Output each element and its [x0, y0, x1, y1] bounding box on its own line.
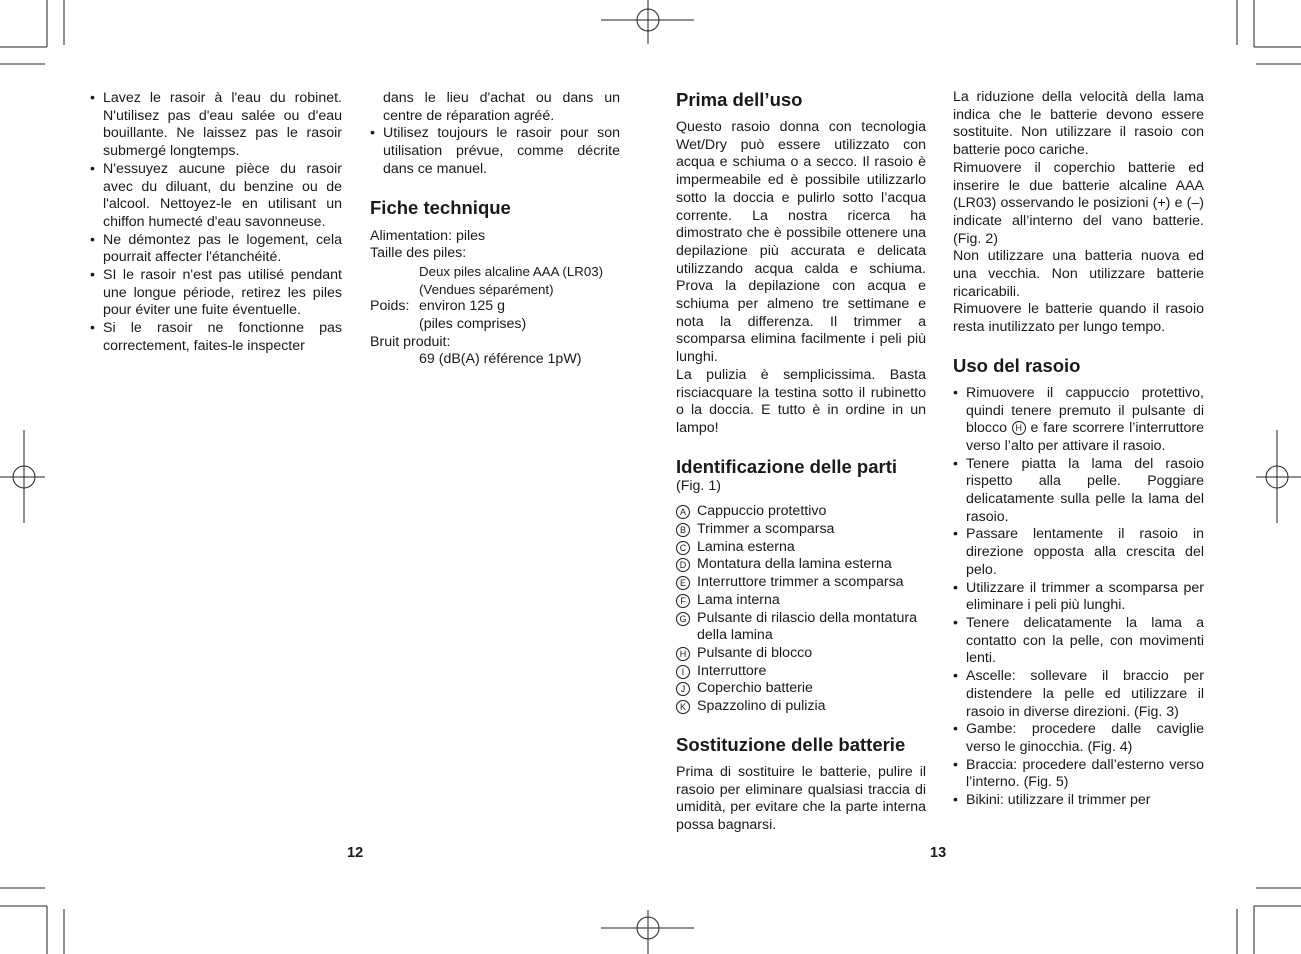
- page-number-left: 12: [347, 845, 364, 861]
- paragraph: Rimuovere le batterie quando il rasoio resta inutilizzato per lungo tempo.: [953, 301, 1204, 336]
- part-marker: [676, 556, 697, 574]
- list-item: • Utilisez toujours le rasoir pour son utilisation prévue, comme décrite dans ce manuel.: [370, 125, 620, 178]
- part-marker-letter: E: [676, 576, 690, 590]
- spec-taille-value: Deux piles alcaline AAA (LR03): [419, 263, 604, 279]
- section-heading-sostituzione: Sostituzione delle batterie: [676, 733, 906, 755]
- part-label: Spazzolino di pulizia: [697, 698, 826, 715]
- list-item: • Utilizzare il trimmer a scomparsa per eliminare i peli più lunghi.: [953, 580, 1204, 615]
- part-label: Cappuccio protettivo: [697, 503, 827, 520]
- list-item: • SI le rasoir n'est pas utilisé pendant une longue période, retirez les piles pour éviter une fuite éventuelle.: [90, 267, 342, 320]
- spec-poids-value: environ 125 g: [419, 298, 505, 315]
- part-marker: [676, 645, 697, 663]
- spec-bruit-value: 69 (dB(A) référence 1pW): [419, 351, 582, 368]
- part-marker-letter: H: [676, 647, 690, 661]
- part-item: [676, 503, 926, 521]
- part-label: Interruttore: [697, 662, 767, 679]
- part-item: [676, 610, 926, 645]
- part-item: [676, 680, 926, 698]
- part-marker: [676, 592, 697, 610]
- part-marker: [676, 574, 697, 592]
- section-heading-prima-uso: Prima dell’uso: [676, 89, 803, 110]
- part-marker-letter: D: [676, 558, 690, 572]
- paragraph: Non utilizzare una batteria nuova ed una vecchia. Non utilizzare batterie ricaricabili.: [953, 248, 1204, 300]
- part-marker: [676, 698, 697, 716]
- spec-poids-label: Poids:: [370, 298, 410, 315]
- part-item: [676, 521, 926, 539]
- paragraph: Questo rasoio donna con tecnologia Wet/Dry può essere utilizzato con acqua e schiuma o a secco. Il rasoio è impermeabile ed è possibile utilizzarlo sotto la doccia e pulirlo sotto l’acqua corrente. La nostra ricerca ha dimostrato che è possibile ottenere una depilazione più accurata e delicata utilizzando acqua calda e schiuma. Prova la depilazione con acqua e schiuma per almeno tre settimane e nota la differenza. Il trimmer a scomparsa elimina facilmente i peli più lunghi.: [676, 119, 926, 366]
- part-marker-letter: G: [676, 612, 690, 626]
- spec-poids-note: (piles comprises): [419, 316, 527, 333]
- left-page-column-2: [370, 90, 620, 369]
- part-item: [676, 539, 926, 557]
- parts-list: [676, 503, 926, 715]
- page-number-right: 13: [930, 845, 947, 861]
- part-marker: [676, 680, 697, 698]
- usage-list: [370, 125, 620, 178]
- paragraph: La riduzione della velocità della lama indica che le batterie devono essere sostituite. Non utilizzare il rasoio con batterie poco cariche.: [953, 89, 1204, 159]
- right-page-column-2: [953, 89, 1204, 810]
- part-marker: [676, 521, 697, 539]
- list-item: • Tenere piatta la lama del rasoio rispetto alla pelle. Poggiare delicatamente sulla pelle la lama del rasoio.: [953, 456, 1204, 527]
- part-marker-letter: I: [676, 665, 690, 679]
- list-item: • Bikini: utilizzare il trimmer per: [953, 792, 1204, 810]
- section-heading-uso: Uso del rasoio: [953, 354, 1081, 376]
- care-instructions-list: [90, 90, 342, 356]
- list-item: • Passare lentamente il rasoio in direzione opposta alla crescita del pelo.: [953, 526, 1204, 579]
- part-marker-letter: B: [676, 523, 690, 537]
- paragraph: Prima di sostituire le batterie, pulire il rasoio per eliminare qualsiasi traccia di umidità, per evitare che la parte interna possa bagnarsi.: [676, 763, 926, 833]
- part-label: Pulsante di rilascio della montatura della lamina: [697, 609, 918, 644]
- part-marker: [676, 663, 697, 681]
- spec-alimentation: Alimentation: piles: [370, 227, 486, 244]
- part-marker-letter: K: [676, 700, 690, 714]
- part-marker-letter: A: [676, 505, 690, 519]
- part-label: Lamina esterna: [697, 538, 795, 555]
- part-marker-letter: C: [676, 541, 690, 555]
- spec-taille-label: Taille des piles:: [370, 245, 467, 262]
- part-label: Trimmer a scomparsa: [697, 521, 835, 538]
- spec-taille-note: (Vendues séparément): [419, 281, 554, 297]
- part-marker-letter: F: [676, 594, 690, 608]
- part-item: [676, 556, 926, 574]
- part-item: [676, 663, 926, 681]
- spec-bruit-label: Bruit produit:: [370, 333, 451, 350]
- figure-reference: (Fig. 1): [676, 477, 721, 494]
- part-label: Coperchio batterie: [697, 680, 813, 697]
- continued-text: dans le lieu d'achat ou dans un centre de réparation agréé.: [383, 90, 620, 124]
- list-item: • Tenere delicatamente la lama a contatto con la pelle, con movimenti lenti.: [953, 615, 1204, 668]
- list-item: • Ascelle: sollevare il braccio per distendere la pelle ed utilizzare il rasoio in diverse direzioni. (Fig. 3): [953, 668, 1204, 721]
- part-label: Interruttore trimmer a scomparsa: [697, 574, 904, 591]
- left-page-column-1: [90, 90, 342, 356]
- text-fragment: Rimuovere il cappuccio protettivo, quindi tenere premuto il pulsante di blocco: [966, 384, 1204, 437]
- spec-poids: [370, 298, 620, 316]
- list-item: • Ne démontez pas le logement, cela pourrait affecter l'étanchéité.: [90, 232, 342, 267]
- paragraph: Rimuovere il coperchio batterie ed inserire le due batterie alcaline AAA (LR03) osservando le posizioni (+) e (–) indicate all’interno del vano batterie. (Fig. 2): [953, 159, 1204, 247]
- list-item: • Si le rasoir ne fonctionne pas correctement, faites-le inspecter: [90, 320, 342, 355]
- part-label: Lama interna: [697, 591, 780, 608]
- spec-block: [370, 228, 620, 370]
- part-label: Montatura della lamina esterna: [697, 556, 892, 573]
- part-label: Pulsante di blocco: [697, 644, 813, 661]
- list-item: • Lavez le rasoir à l'eau du robinet. N'utilisez pas d'eau salée ou d'eau bouillante. Ne laissez pas le rasoir submergé longtemps.: [90, 90, 342, 161]
- list-item: • Gambe: procedere dalle caviglie verso le ginocchia. (Fig. 4): [953, 721, 1204, 756]
- part-marker-letter: J: [676, 682, 690, 696]
- part-marker-h: H: [1012, 421, 1026, 435]
- paragraph: La pulizia è semplicissima. Basta risciacquare la testina sotto il rubinetto o la doccia. E tutto è in ordine in un lampo!: [676, 366, 926, 436]
- part-item: [676, 698, 926, 716]
- part-marker: [676, 539, 697, 557]
- text-fragment: e fare scorrere l’interruttore verso l’alto per attivare il rasoio.: [966, 420, 1204, 454]
- list-item: • Braccia: procedere dall’esterno verso l’interno. (Fig. 5): [953, 757, 1204, 792]
- list-item: [953, 385, 1204, 456]
- usage-instructions-list: [953, 385, 1204, 810]
- right-page-column-1: [676, 89, 926, 835]
- section-heading-fiche-technique: Fiche technique: [370, 196, 511, 218]
- part-marker: [676, 610, 697, 645]
- part-item: [676, 592, 926, 610]
- part-item: [676, 645, 926, 663]
- part-marker: [676, 503, 697, 521]
- list-item: • N'essuyez aucune pièce du rasoir avec du diluant, du benzine ou de l'alcool. Nettoyez-le en utilisant un chiffon humecté d'eau savonneuse.: [90, 161, 342, 232]
- section-heading-identificazione: Identificazione delle parti: [676, 455, 898, 477]
- part-item: [676, 574, 926, 592]
